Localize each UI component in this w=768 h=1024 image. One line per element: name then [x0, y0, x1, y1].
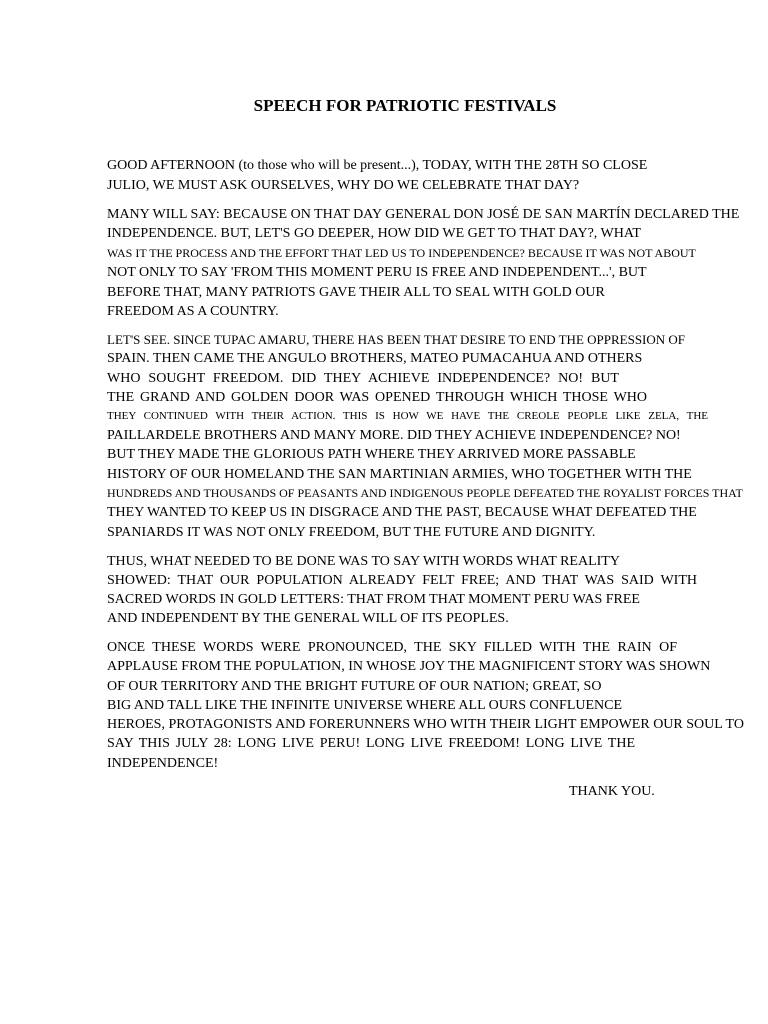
paragraph-3-line-6: PAILLARDELE BROTHERS AND MANY MORE. DID THEY ACHIEVE INDEPENDENCE? NO! — [107, 428, 681, 443]
paragraph-4-line-2: SHOWED: THAT OUR POPULATION ALREADY FELT FREE; AND THAT WAS SAID WITH — [107, 573, 697, 588]
paragraph-3-line-11: SPANIARDS IT WAS NOT ONLY FREEDOM, BUT THE FUTURE AND DIGNITY. — [107, 525, 596, 540]
paragraph-5-line-4: BIG AND TALL LIKE THE INFINITE UNIVERSE WHERE ALL OURS CONFLUENCE — [107, 698, 623, 713]
paragraph-4-line-1: THUS, WHAT NEEDED TO BE DONE WAS TO SAY WITH WORDS WHAT REALITY — [107, 554, 620, 569]
paragraph-3-line-7: BUT THEY MADE THE GLORIOUS PATH WHERE THEY ARRIVED MORE PASSABLE — [107, 447, 636, 462]
paragraph-5-line-2: APPLAUSE FROM THE POPULATION, IN WHOSE JOY THE MAGNIFICENT STORY WAS SHOWN — [107, 659, 711, 674]
paragraph-2-line-3: WAS IT THE PROCESS AND THE EFFORT THAT LED US TO INDEPENDENCE? BECAUSE IT WAS NOT ABOUT — [107, 246, 696, 260]
paragraph-2-line-5: BEFORE THAT, MANY PATRIOTS GAVE THEIR ALL TO SEAL WITH GOLD OUR — [107, 285, 605, 300]
paragraph-3-line-1: LET'S SEE. SINCE TUPAC AMARU, THERE HAS BEEN THAT DESIRE TO END THE OPPRESSION OF — [107, 332, 686, 347]
paragraph-2-line-1: MANY WILL SAY: BECAUSE ON THAT DAY GENERAL DON JOSÉ DE SAN MARTÍN DECLARED THE — [107, 207, 740, 222]
paragraph-1-line-2: JULIO, WE MUST ASK OURSELVES, WHY DO WE CELEBRATE THAT DAY? — [107, 178, 580, 193]
paragraph-5-line-5: HEROES, PROTAGONISTS AND FORERUNNERS WHO WITH THEIR LIGHT EMPOWER OUR SOUL TO — [107, 717, 744, 732]
paragraph-5-line-1: ONCE THESE WORDS WERE PRONOUNCED, THE SKY FILLED WITH THE RAIN OF — [107, 640, 677, 655]
paragraph-5-line-6: SAY THIS JULY 28: LONG LIVE PERU! LONG LIVE FREEDOM! LONG LIVE THE — [107, 736, 635, 751]
paragraph-5-line-3: OF OUR TERRITORY AND THE BRIGHT FUTURE OF OUR NATION; GREAT, SO — [107, 679, 602, 694]
paragraph-3-line-4: THE GRAND AND GOLDEN DOOR WAS OPENED THROUGH WHICH THOSE WHO — [107, 390, 647, 405]
paragraph-2-line-2: INDEPENDENCE. BUT, LET'S GO DEEPER, HOW DID WE GET TO THAT DAY?, WHAT — [107, 226, 641, 241]
paragraph-3-line-3: WHO SOUGHT FREEDOM. DID THEY ACHIEVE INDEPENDENCE? NO! BUT — [107, 371, 619, 386]
paragraph-4-line-4: AND INDEPENDENT BY THE GENERAL WILL OF ITS PEOPLES. — [107, 611, 509, 626]
closing-signoff: THANK YOU. — [569, 784, 655, 799]
paragraph-4-line-3: SACRED WORDS IN GOLD LETTERS: THAT FROM THAT MOMENT PERU WAS FREE — [107, 592, 640, 607]
paragraph-1-line-1: GOOD AFTERNOON (to those who will be present...), TODAY, WITH THE 28TH SO CLOSE — [107, 158, 648, 173]
paragraph-3-line-9: HUNDREDS AND THOUSANDS OF PEASANTS AND INDIGENOUS PEOPLE DEFEATED THE ROYALIST FORCES THAT — [107, 486, 743, 500]
paragraph-5-line-7: INDEPENDENCE! — [107, 756, 219, 771]
paragraph-3-line-10: THEY WANTED TO KEEP US IN DISGRACE AND THE PAST, BECAUSE WHAT DEFEATED THE — [107, 505, 697, 520]
paragraph-3-line-5: THEY CONTINUED WITH THEIR ACTION. THIS IS HOW WE HAVE THE CREOLE PEOPLE LIKE ZELA, THE — [107, 410, 708, 422]
paragraph-3-line-8: HISTORY OF OUR HOMELAND THE SAN MARTINIAN ARMIES, WHO TOGETHER WITH THE — [107, 467, 692, 482]
paragraph-3-line-2: SPAIN. THEN CAME THE ANGULO BROTHERS, MATEO PUMACAHUA AND OTHERS — [107, 351, 643, 366]
document-title: SPEECH FOR PATRIOTIC FESTIVALS — [253, 96, 557, 115]
paragraph-2-line-6: FREEDOM AS A COUNTRY. — [107, 304, 279, 319]
paragraph-2-line-4: NOT ONLY TO SAY 'FROM THIS MOMENT PERU IS FREE AND INDEPENDENT...', BUT — [107, 265, 647, 280]
